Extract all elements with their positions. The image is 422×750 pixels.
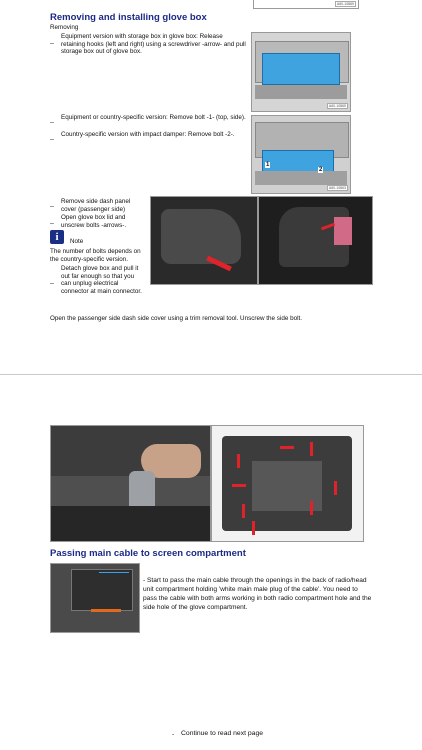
note-text: The number of bolts depends on the country-specific version. xyxy=(50,248,141,263)
storage-box-image xyxy=(251,32,351,112)
instruction-text: Open the passenger side dash side cover using a trim removal tool. Unscrew the side bolt. xyxy=(50,315,303,322)
list-dash: – xyxy=(50,40,54,47)
info-icon: i xyxy=(50,230,64,244)
list-dash: – xyxy=(50,220,54,227)
note-label: Note xyxy=(70,238,84,245)
arrow-icon xyxy=(280,446,294,449)
list-item: Open glove box lid and unscrew bolts -arrows-. xyxy=(61,214,127,229)
compartment-shape xyxy=(71,569,133,611)
arrow-icon xyxy=(237,454,240,468)
connector-photo xyxy=(258,196,373,285)
bolt-label-2: 2 xyxy=(319,167,323,173)
dash-cover-photo xyxy=(150,196,258,285)
arrow-icon xyxy=(232,484,246,487)
list-item: Equipment version with storage box in glove box: Release retaining hooks (left and right) using a screwdriver -arrow- and pull storage box out of glove box. xyxy=(61,33,246,56)
continue-reading-link[interactable]: Continue to read next page xyxy=(181,730,264,737)
glove-box-bolts-photo xyxy=(211,425,364,542)
list-dash: – xyxy=(50,280,54,287)
arrow-icon xyxy=(242,504,245,518)
arrow-icon xyxy=(310,442,313,456)
arrow-icon xyxy=(252,521,255,535)
section-subtitle: Removing xyxy=(50,24,79,31)
guide-line xyxy=(99,572,129,573)
footer-dash: - xyxy=(172,731,175,738)
bolts-image xyxy=(251,115,351,194)
cable-shape xyxy=(91,609,121,612)
top-frame-code: A60-10869 xyxy=(336,2,354,6)
page-separator xyxy=(0,374,422,375)
image-code: A60-10865 xyxy=(328,104,346,108)
list-item: Remove side dash panel cover (passenger side) xyxy=(61,198,131,213)
list-item: Detach glove box and pull it out far enough so that you can unplug electrical connector at main connector. xyxy=(61,265,142,295)
glove-box-edge xyxy=(51,506,210,541)
lower-shape xyxy=(255,85,347,99)
list-dash: – xyxy=(50,136,54,143)
list-dash: – xyxy=(50,119,54,126)
section-title-glove-box: Removing and installing glove box xyxy=(50,12,207,23)
list-item: Equipment or country-specific version: Remove bolt -1- (top, side). xyxy=(61,114,246,121)
panel-shape xyxy=(161,209,241,264)
list-item: Country-specific version with impact damper: Remove bolt -2-. xyxy=(61,131,235,138)
section-title-main-cable: Passing main cable to screen compartment xyxy=(50,548,246,559)
bolt-label-1: 1 xyxy=(266,162,270,168)
radio-compartment-photo xyxy=(50,563,140,633)
top-frame xyxy=(253,0,359,9)
arrow-icon xyxy=(310,501,313,515)
screwdriver-photo xyxy=(50,425,211,542)
lower-shape xyxy=(255,171,347,185)
connector-shape xyxy=(334,217,352,245)
image-code: A60-10863 xyxy=(328,186,346,190)
storage-box-shape xyxy=(262,53,340,85)
arrow-icon xyxy=(334,481,337,495)
section2-text: - Start to pass the main cable through the openings in the back of radio/head unit compartment holding 'white main male plug of the cable'. You need to pass the cable with both arms working in both radio compartment hole and the side hole of the glove compartment. xyxy=(143,577,372,611)
list-dash: – xyxy=(50,203,54,210)
